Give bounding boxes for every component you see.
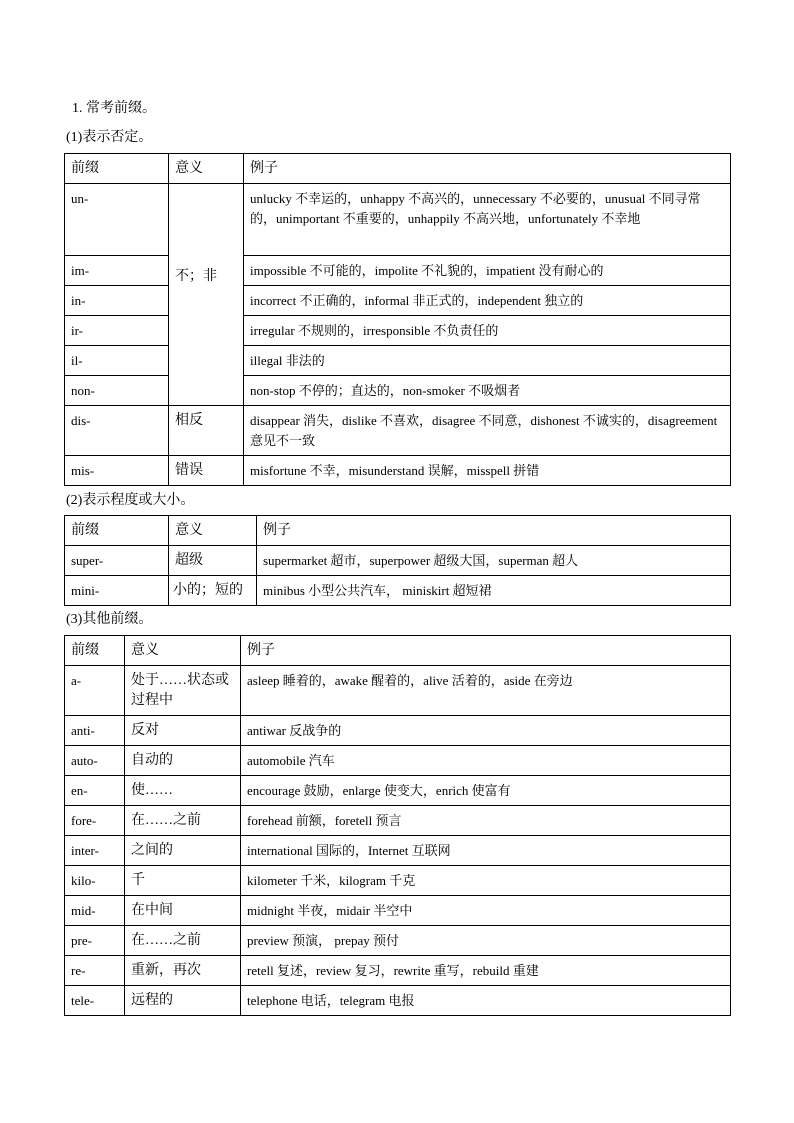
meaning-cell: 相反	[169, 406, 244, 456]
meaning-cell: 重新，再次	[125, 956, 241, 986]
example-cell: impossible 不可能的，impolite 不礼貌的，impatient 没有耐心的	[244, 256, 731, 286]
other-prefix-table	[64, 635, 731, 1016]
prefix-cell: mis-	[65, 456, 169, 486]
header-prefix: 前缀	[65, 636, 125, 666]
table-row	[65, 746, 731, 776]
example-cell: midnight 半夜，midair 半空中	[241, 896, 731, 926]
table-row	[65, 256, 731, 286]
meaning-cell-merged: 不；非	[169, 184, 244, 406]
prefix-cell: en-	[65, 776, 125, 806]
prefix-cell: super-	[65, 546, 169, 576]
example-cell: antiwar 反战争的	[241, 716, 731, 746]
header-meaning: 意义	[125, 636, 241, 666]
meaning-cell: 远程的	[125, 986, 241, 1016]
table-row	[65, 986, 731, 1016]
prefix-cell: re-	[65, 956, 125, 986]
meaning-cell: 错误	[169, 456, 244, 486]
example-cell: kilometer 千米，kilogram 千克	[241, 866, 731, 896]
example-cell: misfortune 不幸，misunderstand 误解，misspell 拼错	[244, 456, 731, 486]
degree-prefix-table	[64, 515, 731, 606]
example-cell: unlucky 不幸运的，unhappy 不高兴的，unnecessary 不必要的，unusual 不同寻常的，unimportant 不重要的，unhappily 不高兴地，unfortunately 不幸地	[244, 184, 731, 256]
table-header-row	[65, 516, 731, 546]
table-row	[65, 866, 731, 896]
table-row	[65, 546, 731, 576]
section2-title: (2)表示程度或大小。	[66, 493, 195, 508]
table-row	[65, 376, 731, 406]
prefix-cell: ir-	[65, 316, 169, 346]
meaning-cell: 之间的	[125, 836, 241, 866]
meaning-cell: 处于……状态或过程中	[125, 666, 241, 716]
prefix-cell: in-	[65, 286, 169, 316]
table-row	[65, 184, 731, 256]
table-row	[65, 806, 731, 836]
header-example: 例子	[257, 516, 731, 546]
example-cell: asleep 睡着的，awake 醒着的，alive 活着的，aside 在旁边	[241, 666, 731, 716]
prefix-cell: il-	[65, 346, 169, 376]
prefix-cell: tele-	[65, 986, 125, 1016]
example-cell: forehead 前额，foretell 预言	[241, 806, 731, 836]
prefix-cell: non-	[65, 376, 169, 406]
example-cell: telephone 电话，telegram 电报	[241, 986, 731, 1016]
header-example: 例子	[244, 154, 731, 184]
meaning-cell: 使……	[125, 776, 241, 806]
main-heading: 1. 常考前缀。	[72, 101, 156, 116]
header-meaning: 意义	[169, 516, 257, 546]
prefix-cell: mini-	[65, 576, 169, 606]
example-cell: non-stop 不停的；直达的，non-smoker 不吸烟者	[244, 376, 731, 406]
table-row	[65, 836, 731, 866]
example-cell: incorrect 不正确的，informal 非正式的，independent 独立的	[244, 286, 731, 316]
header-prefix: 前缀	[65, 516, 169, 546]
prefix-cell: auto-	[65, 746, 125, 776]
example-cell: preview 预演， prepay 预付	[241, 926, 731, 956]
prefix-cell: a-	[65, 666, 125, 716]
section3-title: (3)其他前缀。	[66, 612, 153, 627]
table-row	[65, 666, 731, 716]
example-cell: illegal 非法的	[244, 346, 731, 376]
example-cell: irregular 不规则的，irresponsible 不负责任的	[244, 316, 731, 346]
table-row	[65, 576, 731, 606]
meaning-cell: 反对	[125, 716, 241, 746]
table-row	[65, 716, 731, 746]
prefix-cell: im-	[65, 256, 169, 286]
meaning-cell: 自动的	[125, 746, 241, 776]
table-row	[65, 776, 731, 806]
example-cell: encourage 鼓励，enlarge 使变大，enrich 使富有	[241, 776, 731, 806]
section1-title: (1)表示否定。	[66, 130, 153, 145]
prefix-cell: anti-	[65, 716, 125, 746]
prefix-cell: kilo-	[65, 866, 125, 896]
table-header-row	[65, 154, 731, 184]
example-cell: retell 复述，review 复习，rewrite 重写，rebuild 重建	[241, 956, 731, 986]
prefix-cell: mid-	[65, 896, 125, 926]
table-row	[65, 896, 731, 926]
meaning-cell: 千	[125, 866, 241, 896]
header-prefix: 前缀	[65, 154, 169, 184]
table-row	[65, 346, 731, 376]
table-row	[65, 316, 731, 346]
table-row	[65, 406, 731, 456]
example-cell: supermarket 超市，superpower 超级大国，superman 超人	[257, 546, 731, 576]
example-cell: minibus 小型公共汽车， miniskirt 超短裙	[257, 576, 731, 606]
example-cell: automobile 汽车	[241, 746, 731, 776]
meaning-cell: 小的；短的	[169, 576, 257, 606]
prefix-cell: fore-	[65, 806, 125, 836]
table-row	[65, 286, 731, 316]
prefix-cell: inter-	[65, 836, 125, 866]
meaning-cell: 超级	[169, 546, 257, 576]
prefix-cell: pre-	[65, 926, 125, 956]
prefix-cell: un-	[65, 184, 169, 256]
table-header-row	[65, 636, 731, 666]
meaning-cell: 在……之前	[125, 926, 241, 956]
example-cell: international 国际的，Internet 互联网	[241, 836, 731, 866]
table-row	[65, 956, 731, 986]
example-cell: disappear 消失，dislike 不喜欢，disagree 不同意，dishonest 不诚实的，disagreement 意见不一致	[244, 406, 731, 456]
prefix-cell: dis-	[65, 406, 169, 456]
header-meaning: 意义	[169, 154, 244, 184]
meaning-cell: 在中间	[125, 896, 241, 926]
table-row	[65, 456, 731, 486]
header-example: 例子	[241, 636, 731, 666]
negation-prefix-table	[64, 153, 731, 486]
meaning-cell: 在……之前	[125, 806, 241, 836]
table-row	[65, 926, 731, 956]
